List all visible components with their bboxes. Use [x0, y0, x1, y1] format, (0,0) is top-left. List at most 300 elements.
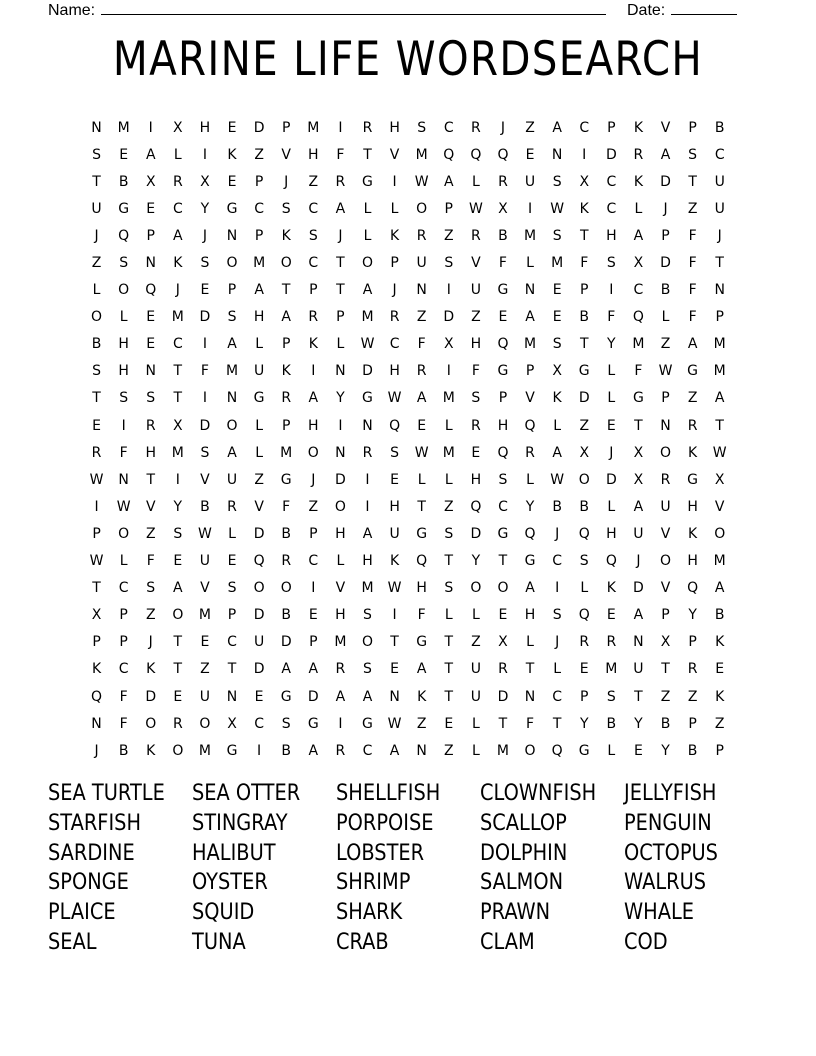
grid-letter[interactable]: T	[363, 146, 372, 163]
grid-letter[interactable]: K	[173, 255, 183, 272]
grid-letter[interactable]: R	[227, 498, 237, 515]
grid-letter[interactable]: R	[145, 417, 156, 434]
grid-letter[interactable]: L	[228, 525, 236, 542]
grid-letter[interactable]: X	[173, 417, 183, 434]
grid-letter[interactable]: L	[607, 363, 616, 380]
grid-letter[interactable]: O	[497, 580, 509, 597]
grid-letter[interactable]: E	[173, 688, 183, 705]
grid-letter[interactable]: A	[552, 119, 562, 136]
grid-letter[interactable]: R	[91, 444, 102, 461]
grid-letter[interactable]: N	[91, 119, 102, 136]
grid-letter[interactable]: T	[336, 255, 345, 272]
grid-letter[interactable]: I	[338, 417, 343, 434]
grid-letter[interactable]: Q	[524, 525, 536, 542]
grid-letter[interactable]: I	[311, 363, 316, 380]
grid-letter[interactable]: U	[199, 688, 211, 705]
grid-letter[interactable]: K	[389, 227, 400, 244]
grid-letter[interactable]: D	[578, 390, 590, 407]
grid-letter[interactable]: M	[632, 336, 645, 353]
grid-letter[interactable]: T	[227, 661, 237, 678]
grid-letter[interactable]: L	[119, 553, 128, 570]
grid-letter[interactable]: C	[308, 553, 319, 570]
grid-letter[interactable]: S	[579, 553, 589, 570]
grid-letter[interactable]: S	[390, 444, 400, 461]
grid-letter[interactable]: Y	[607, 336, 616, 353]
grid-letter[interactable]: Z	[145, 607, 156, 624]
grid-letter[interactable]: P	[309, 525, 318, 542]
grid-letter[interactable]: H	[118, 336, 129, 353]
grid-letter[interactable]: J	[636, 553, 641, 570]
grid-letter[interactable]: J	[609, 444, 614, 461]
grid-letter[interactable]: H	[199, 119, 211, 136]
grid-letter[interactable]: R	[362, 119, 373, 136]
grid-letter[interactable]: F	[688, 282, 697, 299]
grid-letter[interactable]: J	[311, 471, 316, 488]
grid-letter[interactable]: B	[660, 715, 671, 732]
grid-letter[interactable]: O	[524, 742, 536, 759]
grid-letter[interactable]: P	[607, 119, 616, 136]
grid-letter[interactable]: X	[173, 119, 183, 136]
grid-letter[interactable]: I	[609, 282, 614, 299]
grid-letter[interactable]: P	[309, 282, 318, 299]
grid-letter[interactable]: U	[253, 634, 265, 651]
grid-letter[interactable]: Z	[471, 309, 481, 326]
grid-letter[interactable]: O	[334, 498, 346, 515]
grid-letter[interactable]: R	[687, 661, 698, 678]
grid-letter[interactable]: H	[606, 525, 617, 542]
grid-letter[interactable]: G	[118, 200, 130, 217]
grid-letter[interactable]: C	[172, 200, 183, 217]
grid-letter[interactable]: G	[497, 282, 509, 299]
grid-letter[interactable]: A	[633, 498, 644, 515]
grid-letter[interactable]: O	[361, 255, 373, 272]
grid-letter[interactable]: M	[713, 363, 726, 380]
grid-letter[interactable]: J	[94, 227, 99, 244]
grid-letter[interactable]: T	[552, 715, 562, 732]
grid-letter[interactable]: A	[552, 444, 562, 461]
grid-letter[interactable]: I	[94, 498, 99, 515]
grid-letter[interactable]: E	[200, 634, 210, 651]
grid-letter[interactable]: G	[280, 471, 292, 488]
grid-letter[interactable]: T	[173, 661, 183, 678]
grid-letter[interactable]: C	[633, 282, 644, 299]
grid-letter[interactable]: H	[687, 553, 698, 570]
grid-letter[interactable]: G	[687, 471, 699, 488]
grid-letter[interactable]: W	[387, 390, 402, 407]
grid-letter[interactable]: E	[417, 417, 427, 434]
grid-letter[interactable]: Q	[91, 688, 103, 705]
grid-letter[interactable]: I	[338, 715, 343, 732]
grid-letter[interactable]: H	[416, 580, 427, 597]
grid-letter[interactable]: V	[145, 498, 156, 515]
grid-letter[interactable]: F	[119, 715, 128, 732]
grid-letter[interactable]: C	[552, 688, 563, 705]
grid-letter[interactable]: G	[416, 525, 428, 542]
grid-letter[interactable]: B	[200, 498, 210, 515]
grid-letter[interactable]: V	[254, 498, 264, 515]
grid-letter[interactable]: D	[660, 173, 671, 190]
grid-letter[interactable]: P	[281, 336, 291, 353]
grid-letter[interactable]: Z	[308, 498, 319, 515]
grid-letter[interactable]: N	[524, 282, 536, 299]
grid-letter[interactable]: Q	[687, 580, 699, 597]
grid-letter[interactable]: Z	[200, 661, 210, 678]
grid-letter[interactable]: A	[687, 336, 698, 353]
grid-letter[interactable]: N	[226, 390, 238, 407]
grid-letter[interactable]: S	[119, 390, 129, 407]
grid-letter[interactable]: Q	[497, 444, 509, 461]
grid-letter[interactable]: S	[281, 715, 291, 732]
grid-letter[interactable]: G	[687, 363, 699, 380]
grid-letter[interactable]: F	[417, 336, 426, 353]
grid-letter[interactable]: W	[468, 200, 483, 217]
grid-letter[interactable]: E	[200, 282, 210, 299]
grid-letter[interactable]: P	[715, 742, 724, 759]
grid-letter[interactable]: L	[553, 661, 562, 678]
grid-letter[interactable]: S	[227, 580, 237, 597]
grid-letter[interactable]: R	[335, 742, 346, 759]
grid-letter[interactable]: A	[308, 742, 319, 759]
grid-letter[interactable]: M	[442, 444, 455, 461]
grid-letter[interactable]: W	[414, 444, 429, 461]
grid-letter[interactable]: K	[633, 119, 644, 136]
grid-letter[interactable]: T	[634, 688, 643, 705]
grid-letter[interactable]: P	[146, 227, 155, 244]
grid-letter[interactable]: P	[227, 282, 237, 299]
grid-letter[interactable]: M	[524, 227, 537, 244]
grid-letter[interactable]: P	[444, 200, 453, 217]
grid-letter[interactable]: S	[119, 255, 129, 272]
grid-letter[interactable]: D	[443, 309, 455, 326]
grid-letter[interactable]: S	[552, 336, 562, 353]
grid-letter[interactable]: R	[606, 634, 617, 651]
grid-letter[interactable]: B	[660, 282, 671, 299]
grid-letter[interactable]: Z	[254, 471, 264, 488]
grid-letter[interactable]: V	[660, 525, 671, 542]
grid-letter[interactable]: E	[498, 607, 508, 624]
grid-letter[interactable]: P	[661, 390, 670, 407]
grid-letter[interactable]: P	[661, 607, 670, 624]
grid-letter[interactable]: D	[199, 417, 211, 434]
grid-letter[interactable]: K	[688, 444, 698, 461]
grid-letter[interactable]: O	[118, 525, 130, 542]
grid-letter[interactable]: P	[688, 119, 697, 136]
grid-letter[interactable]: Z	[416, 715, 427, 732]
grid-letter[interactable]: L	[444, 607, 453, 624]
grid-letter[interactable]: T	[634, 417, 643, 434]
grid-letter[interactable]: U	[714, 173, 725, 190]
grid-letter[interactable]: J	[202, 227, 207, 244]
grid-letter[interactable]: L	[255, 336, 264, 353]
grid-letter[interactable]: S	[444, 255, 454, 272]
grid-letter[interactable]: L	[92, 282, 101, 299]
grid-letter[interactable]: Z	[687, 390, 698, 407]
grid-letter[interactable]: V	[660, 119, 671, 136]
grid-letter[interactable]: C	[389, 336, 400, 353]
grid-letter[interactable]: E	[552, 282, 562, 299]
grid-letter[interactable]: Z	[660, 336, 671, 353]
grid-letter[interactable]: T	[173, 634, 183, 651]
grid-letter[interactable]: T	[173, 390, 183, 407]
grid-letter[interactable]: L	[363, 200, 372, 217]
grid-letter[interactable]: E	[525, 146, 535, 163]
grid-letter[interactable]: P	[688, 715, 697, 732]
grid-letter[interactable]: K	[715, 634, 725, 651]
grid-letter[interactable]: N	[633, 634, 644, 651]
grid-letter[interactable]: L	[526, 471, 534, 488]
grid-letter[interactable]: R	[335, 661, 346, 678]
grid-letter[interactable]: M	[361, 309, 374, 326]
grid-letter[interactable]: O	[172, 607, 184, 624]
grid-letter[interactable]: H	[145, 444, 156, 461]
grid-letter[interactable]: I	[202, 390, 207, 407]
grid-letter[interactable]: N	[118, 471, 129, 488]
grid-letter[interactable]: V	[335, 580, 346, 597]
grid-letter[interactable]: L	[553, 417, 562, 434]
grid-letter[interactable]: C	[714, 146, 725, 163]
grid-letter[interactable]: M	[551, 255, 564, 272]
grid-letter[interactable]: W	[89, 471, 104, 488]
grid-letter[interactable]: G	[497, 363, 509, 380]
grid-letter[interactable]: P	[281, 119, 291, 136]
grid-letter[interactable]: M	[307, 119, 320, 136]
grid-letter[interactable]: O	[361, 634, 373, 651]
grid-letter[interactable]: D	[335, 471, 346, 488]
grid-letter[interactable]: S	[146, 390, 156, 407]
grid-letter[interactable]: A	[227, 444, 237, 461]
grid-letter[interactable]: N	[416, 282, 427, 299]
grid-letter[interactable]: X	[498, 200, 508, 217]
grid-letter[interactable]: H	[253, 309, 265, 326]
grid-letter[interactable]: L	[471, 715, 480, 732]
grid-letter[interactable]: Z	[525, 119, 535, 136]
grid-letter[interactable]: F	[282, 498, 291, 515]
grid-letter[interactable]: Y	[336, 390, 345, 407]
grid-letter[interactable]: D	[470, 525, 482, 542]
grid-letter[interactable]: V	[389, 146, 400, 163]
grid-letter[interactable]: P	[580, 688, 589, 705]
grid-letter[interactable]: N	[226, 227, 238, 244]
date-blank-line[interactable]	[671, 0, 737, 15]
grid-letter[interactable]: E	[606, 417, 616, 434]
grid-letter[interactable]: H	[335, 607, 346, 624]
grid-letter[interactable]: W	[360, 336, 375, 353]
grid-letter[interactable]: P	[309, 634, 318, 651]
grid-letter[interactable]: U	[253, 363, 265, 380]
grid-letter[interactable]: U	[524, 173, 536, 190]
grid-letter[interactable]: Z	[443, 742, 454, 759]
grid-letter[interactable]: C	[498, 498, 508, 515]
grid-letter[interactable]: C	[443, 119, 454, 136]
grid-letter[interactable]: N	[362, 417, 373, 434]
grid-letter[interactable]: P	[227, 607, 237, 624]
name-blank-line[interactable]	[101, 0, 606, 15]
grid-letter[interactable]: E	[606, 607, 616, 624]
grid-letter[interactable]: J	[284, 173, 289, 190]
grid-letter[interactable]: U	[470, 282, 481, 299]
grid-letter[interactable]: M	[253, 255, 266, 272]
grid-letter[interactable]: D	[660, 255, 671, 272]
grid-letter[interactable]: U	[470, 661, 481, 678]
grid-letter[interactable]: T	[688, 173, 697, 190]
grid-letter[interactable]: A	[416, 661, 427, 678]
grid-letter[interactable]: B	[498, 227, 508, 244]
grid-letter[interactable]: L	[390, 200, 399, 217]
grid-letter[interactable]: Z	[254, 146, 264, 163]
grid-letter[interactable]: T	[92, 580, 101, 597]
grid-letter[interactable]: T	[173, 363, 183, 380]
grid-letter[interactable]: U	[633, 661, 644, 678]
grid-letter[interactable]: A	[308, 390, 319, 407]
grid-letter[interactable]: M	[713, 553, 726, 570]
grid-letter[interactable]: Z	[443, 498, 454, 515]
grid-letter[interactable]: W	[658, 363, 673, 380]
grid-letter[interactable]: Q	[470, 498, 482, 515]
grid-letter[interactable]: Z	[687, 200, 698, 217]
grid-letter[interactable]: L	[471, 607, 480, 624]
grid-letter[interactable]: O	[660, 444, 672, 461]
grid-letter[interactable]: O	[253, 580, 265, 597]
grid-letter[interactable]: V	[525, 390, 535, 407]
grid-letter[interactable]: S	[552, 607, 562, 624]
grid-letter[interactable]: C	[118, 661, 129, 678]
grid-letter[interactable]: U	[199, 553, 211, 570]
grid-letter[interactable]: O	[280, 580, 292, 597]
grid-letter[interactable]: V	[714, 498, 725, 515]
grid-letter[interactable]: H	[606, 227, 617, 244]
grid-letter[interactable]: P	[119, 634, 128, 651]
grid-letter[interactable]: A	[335, 200, 346, 217]
grid-letter[interactable]: E	[146, 336, 156, 353]
grid-letter[interactable]: L	[634, 200, 643, 217]
grid-letter[interactable]: C	[172, 336, 183, 353]
grid-letter[interactable]: V	[200, 580, 210, 597]
grid-letter[interactable]: D	[253, 525, 265, 542]
grid-letter[interactable]: G	[226, 742, 238, 759]
grid-letter[interactable]: K	[146, 742, 156, 759]
grid-letter[interactable]: Q	[605, 553, 617, 570]
grid-letter[interactable]: J	[175, 282, 180, 299]
grid-letter[interactable]: G	[578, 363, 590, 380]
grid-letter[interactable]: S	[498, 471, 508, 488]
grid-letter[interactable]: I	[338, 119, 343, 136]
grid-letter[interactable]: C	[552, 553, 563, 570]
grid-letter[interactable]: C	[227, 634, 237, 651]
grid-letter[interactable]: T	[92, 173, 101, 190]
grid-letter[interactable]: Z	[687, 688, 698, 705]
grid-letter[interactable]: X	[200, 173, 210, 190]
grid-letter[interactable]: Q	[145, 282, 157, 299]
grid-letter[interactable]: R	[498, 661, 508, 678]
grid-letter[interactable]: S	[308, 227, 318, 244]
grid-letter[interactable]: O	[172, 742, 184, 759]
grid-letter[interactable]: W	[387, 715, 402, 732]
grid-letter[interactable]: R	[389, 309, 400, 326]
grid-letter[interactable]: L	[363, 227, 372, 244]
grid-letter[interactable]: L	[471, 173, 480, 190]
grid-letter[interactable]: V	[471, 255, 481, 272]
grid-letter[interactable]: G	[253, 390, 265, 407]
grid-letter[interactable]: E	[146, 200, 156, 217]
grid-letter[interactable]: E	[227, 173, 237, 190]
grid-letter[interactable]: D	[280, 634, 292, 651]
grid-letter[interactable]: Y	[634, 715, 643, 732]
grid-letter[interactable]: T	[715, 255, 724, 272]
grid-letter[interactable]: O	[578, 471, 590, 488]
grid-letter[interactable]: R	[470, 417, 481, 434]
grid-letter[interactable]: Q	[578, 607, 590, 624]
grid-letter[interactable]: D	[307, 688, 319, 705]
grid-letter[interactable]: F	[119, 688, 128, 705]
grid-letter[interactable]: Z	[660, 688, 671, 705]
grid-letter[interactable]: T	[715, 417, 724, 434]
grid-letter[interactable]: S	[281, 200, 291, 217]
grid-letter[interactable]: I	[257, 742, 262, 759]
grid-letter[interactable]: S	[146, 580, 156, 597]
grid-letter[interactable]: D	[253, 119, 265, 136]
grid-letter[interactable]: A	[525, 309, 535, 326]
grid-letter[interactable]: K	[281, 227, 291, 244]
grid-letter[interactable]: C	[308, 200, 319, 217]
grid-letter[interactable]: R	[281, 390, 292, 407]
grid-letter[interactable]: L	[526, 634, 534, 651]
grid-letter[interactable]: S	[92, 146, 101, 163]
grid-letter[interactable]: F	[688, 255, 697, 272]
grid-letter[interactable]: A	[416, 390, 427, 407]
grid-letter[interactable]: P	[281, 417, 291, 434]
grid-letter[interactable]: L	[417, 471, 426, 488]
grid-letter[interactable]: X	[145, 173, 156, 190]
grid-letter[interactable]: I	[527, 200, 533, 217]
grid-letter[interactable]: N	[660, 417, 671, 434]
grid-letter[interactable]: Y	[200, 200, 210, 217]
grid-letter[interactable]: B	[579, 498, 590, 515]
grid-letter[interactable]: R	[308, 309, 319, 326]
grid-letter[interactable]: T	[444, 661, 454, 678]
grid-letter[interactable]: X	[714, 471, 725, 488]
grid-letter[interactable]: B	[714, 119, 725, 136]
grid-letter[interactable]: Q	[578, 525, 590, 542]
grid-letter[interactable]: P	[254, 227, 264, 244]
grid-letter[interactable]: Z	[416, 309, 427, 326]
grid-letter[interactable]: I	[365, 471, 370, 488]
grid-letter[interactable]: B	[281, 525, 291, 542]
grid-letter[interactable]: J	[555, 525, 560, 542]
grid-letter[interactable]: K	[579, 200, 589, 217]
grid-letter[interactable]: B	[579, 309, 590, 326]
grid-letter[interactable]: K	[715, 688, 725, 705]
grid-letter[interactable]: Y	[173, 498, 183, 515]
grid-letter[interactable]: N	[714, 282, 725, 299]
grid-letter[interactable]: M	[442, 390, 455, 407]
grid-letter[interactable]: K	[91, 661, 102, 678]
grid-letter[interactable]: L	[444, 471, 453, 488]
grid-letter[interactable]: L	[580, 580, 589, 597]
grid-letter[interactable]: K	[389, 553, 400, 570]
grid-letter[interactable]: A	[308, 661, 319, 678]
grid-letter[interactable]: E	[227, 119, 237, 136]
grid-letter[interactable]: D	[497, 688, 509, 705]
grid-letter[interactable]: A	[525, 580, 535, 597]
grid-letter[interactable]: J	[148, 634, 153, 651]
grid-letter[interactable]: T	[498, 553, 508, 570]
grid-letter[interactable]: M	[198, 742, 211, 759]
grid-letter[interactable]: M	[524, 336, 537, 353]
grid-letter[interactable]: S	[471, 390, 481, 407]
grid-letter[interactable]: I	[392, 173, 397, 190]
grid-letter[interactable]: U	[226, 471, 238, 488]
grid-letter[interactable]: O	[416, 200, 428, 217]
